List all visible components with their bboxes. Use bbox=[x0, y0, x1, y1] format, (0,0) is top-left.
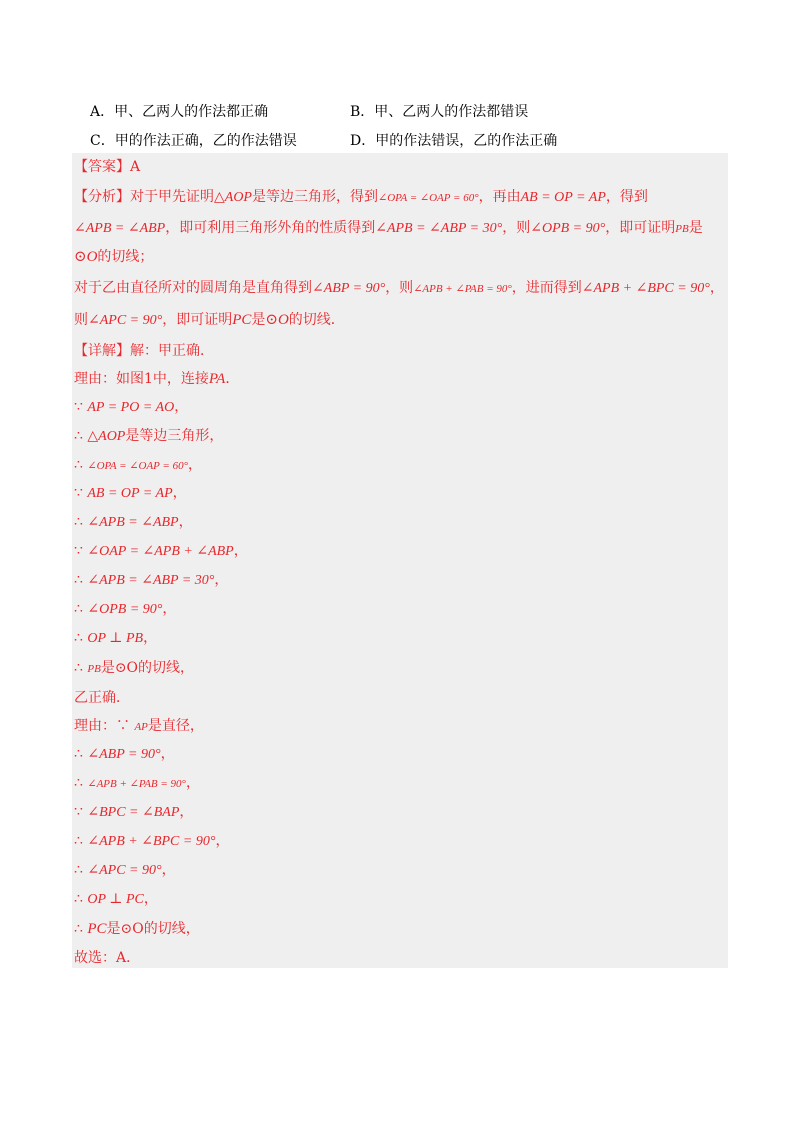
step-10 bbox=[74, 658, 194, 679]
math-expr: ∠APB + ∠PAB = 90° bbox=[87, 778, 186, 790]
step-tail: ， bbox=[179, 804, 194, 820]
analysis-line-2 bbox=[74, 218, 703, 239]
step-symbol: ∵ bbox=[74, 543, 83, 559]
step2-6 bbox=[74, 889, 158, 910]
math-expr: PC bbox=[87, 921, 107, 937]
analysis-text: ， bbox=[709, 280, 724, 296]
step-tail: 是⊙O的切线， bbox=[100, 660, 195, 676]
step-symbol: ∵ bbox=[116, 718, 130, 734]
step-symbol: ∵ bbox=[74, 485, 83, 501]
math-expr: △AOP bbox=[87, 429, 126, 444]
step-tail: ， bbox=[143, 630, 158, 646]
step-3 bbox=[74, 455, 202, 476]
step2-4 bbox=[74, 831, 229, 852]
math-expr: AP = PO = AO bbox=[87, 400, 175, 415]
analysis-text: 的切线； bbox=[97, 249, 154, 265]
step2-1 bbox=[74, 744, 175, 765]
step-symbol: ∵ bbox=[74, 804, 83, 820]
detail-text: 理由： bbox=[74, 718, 116, 734]
step-symbol: ∴ bbox=[74, 572, 83, 588]
math-expr: ∠APB = ∠ABP bbox=[74, 221, 166, 236]
math-expr: ∠APC = 90° bbox=[87, 863, 162, 878]
analysis-line-5 bbox=[74, 310, 345, 331]
step-2 bbox=[74, 426, 223, 447]
step-4 bbox=[74, 483, 187, 504]
detail-text: ． bbox=[225, 371, 240, 387]
step-symbol: ∴ bbox=[74, 746, 83, 762]
detail-reason-2 bbox=[74, 716, 204, 737]
step-symbol: ∴ bbox=[74, 514, 83, 530]
analysis-text: ，再由 bbox=[478, 189, 521, 205]
step-8 bbox=[74, 599, 176, 620]
step2-5 bbox=[74, 860, 176, 881]
options-row-1 bbox=[90, 96, 650, 125]
math-expr: ∠OAP = ∠APB + ∠ABP bbox=[87, 544, 234, 559]
step-symbol: ∴ bbox=[74, 775, 83, 791]
detail-text: 故选：A． bbox=[74, 950, 141, 966]
math-expr: ∠APB = ∠ABP = 30° bbox=[375, 221, 503, 236]
answer-tag: 【答案】 bbox=[74, 159, 130, 175]
analysis-text: 对于乙由直径所对的圆周角是直角得到 bbox=[74, 280, 312, 296]
detail-line-2 bbox=[74, 369, 239, 389]
step-tail: ， bbox=[188, 457, 203, 473]
step-tail: 是等边三角形， bbox=[125, 428, 224, 444]
step-symbol: ∴ bbox=[74, 833, 83, 849]
step-tail: ， bbox=[215, 833, 230, 849]
step-tail: ， bbox=[161, 862, 176, 878]
analysis-text: ，进而得到 bbox=[511, 280, 582, 296]
math-expr: ⊙O bbox=[74, 249, 98, 265]
step-symbol: ∴ bbox=[74, 630, 83, 646]
step-symbol: ∴ bbox=[74, 660, 83, 676]
math-expr: ∠OPB = 90° bbox=[87, 602, 163, 617]
step-5 bbox=[74, 512, 193, 533]
step-symbol: ∴ bbox=[74, 601, 83, 617]
detail-line-1 bbox=[74, 341, 214, 361]
detail-text: 解：甲正确． bbox=[130, 343, 214, 359]
analysis-line-3 bbox=[74, 247, 153, 267]
step-symbol: ∴ bbox=[74, 457, 83, 473]
step-symbol: ∴ bbox=[74, 428, 83, 444]
math-expr: ∠APB + ∠BPC = 90° bbox=[581, 281, 710, 296]
math-expr: △AOP bbox=[214, 190, 252, 205]
detail-text: 理由：如图1中，连接 bbox=[74, 371, 209, 387]
math-expr: PB bbox=[675, 223, 689, 235]
step2-2 bbox=[74, 773, 200, 794]
step-symbol: ∵ bbox=[74, 399, 83, 415]
analysis-text: ，得到 bbox=[605, 189, 648, 205]
options bbox=[90, 96, 650, 154]
math-expr: OP ⊥ PB bbox=[87, 631, 144, 646]
analysis-line-1 bbox=[74, 187, 648, 208]
option-a: A．甲、乙两人的作法都正确 bbox=[90, 103, 269, 120]
answer-value: A bbox=[130, 159, 141, 175]
step-symbol: ∴ bbox=[74, 921, 83, 937]
analysis-text: 的切线． bbox=[288, 312, 345, 328]
analysis-text: 是 bbox=[251, 312, 266, 328]
math-expr: ∠APB = ∠ABP = 30° bbox=[87, 573, 215, 588]
analysis-text: ，则 bbox=[502, 220, 531, 236]
step-tail: ， bbox=[174, 399, 189, 415]
analysis-text: ，即可利用三角形外角的性质得到 bbox=[165, 220, 376, 236]
step-tail: ， bbox=[185, 775, 200, 791]
detail-yi-correct bbox=[74, 688, 130, 708]
math-expr: ∠OPA = ∠OAP = 60° bbox=[377, 192, 479, 204]
math-expr: ∠ABP = 90° bbox=[87, 747, 161, 762]
analysis-tag: 【分析】 bbox=[74, 189, 130, 205]
math-expr: PC bbox=[232, 312, 252, 328]
step-9 bbox=[74, 628, 157, 649]
step-symbol: ∴ bbox=[74, 891, 83, 907]
step-tail: ， bbox=[233, 543, 248, 559]
option-d: D．甲的作法错误，乙的作法正确 bbox=[350, 132, 558, 149]
step-tail: ， bbox=[178, 514, 193, 530]
final-answer bbox=[74, 948, 140, 968]
math-expr: ⊙O bbox=[265, 312, 289, 328]
analysis-text: 是等边三角形，得到 bbox=[251, 189, 378, 205]
analysis-text: ，即可证明 bbox=[605, 220, 676, 236]
math-expr: ∠OPA = ∠OAP = 60° bbox=[87, 460, 189, 472]
detail-text: 乙正确． bbox=[74, 690, 130, 706]
step-tail: ， bbox=[172, 485, 187, 501]
analysis-line-4 bbox=[74, 278, 724, 299]
detail-tag: 【详解】 bbox=[74, 343, 130, 359]
math-expr: ∠APC = 90° bbox=[88, 313, 163, 328]
detail-text: 是直径， bbox=[147, 718, 204, 734]
math-expr: ∠APB + ∠BPC = 90° bbox=[87, 834, 216, 849]
step-tail: 是⊙O的切线， bbox=[106, 921, 200, 937]
option-c: C．甲的作法正确，乙的作法错误 bbox=[90, 132, 297, 149]
answer-line bbox=[74, 157, 140, 177]
step-1 bbox=[74, 397, 188, 418]
analysis-text: 对于甲先证明 bbox=[130, 189, 214, 205]
analysis-text: ，则 bbox=[385, 280, 414, 296]
math-expr: AB = OP = AP bbox=[87, 486, 173, 501]
analysis-text: ，即可证明 bbox=[162, 312, 233, 328]
analysis-text: 则 bbox=[74, 312, 88, 328]
math-expr: ∠BPC = ∠BAP bbox=[87, 805, 180, 820]
step-tail: ， bbox=[160, 746, 175, 762]
options-row-2 bbox=[90, 125, 650, 154]
math-expr: PB bbox=[87, 663, 101, 675]
math-expr: ∠APB + ∠PAB = 90° bbox=[413, 283, 512, 295]
math-expr: PA bbox=[208, 371, 226, 387]
math-expr: AP bbox=[134, 721, 148, 733]
step-tail: ， bbox=[143, 891, 158, 907]
math-expr: AB = OP = AP bbox=[520, 190, 606, 205]
step2-7 bbox=[74, 919, 200, 939]
math-expr: OP ⊥ PC bbox=[87, 892, 144, 907]
step-tail: ， bbox=[214, 572, 229, 588]
math-expr: ∠APB = ∠ABP bbox=[87, 515, 179, 530]
step2-3 bbox=[74, 802, 193, 823]
analysis-text: 是 bbox=[688, 220, 703, 236]
step-symbol: ∴ bbox=[74, 862, 83, 878]
option-b: B．甲、乙两人的作法都错误 bbox=[350, 103, 529, 120]
math-expr: ∠OPB = 90° bbox=[530, 221, 606, 236]
step-6 bbox=[74, 541, 248, 562]
math-expr: ∠ABP = 90° bbox=[312, 281, 386, 296]
step-7 bbox=[74, 570, 228, 591]
step-tail: ， bbox=[162, 601, 177, 617]
